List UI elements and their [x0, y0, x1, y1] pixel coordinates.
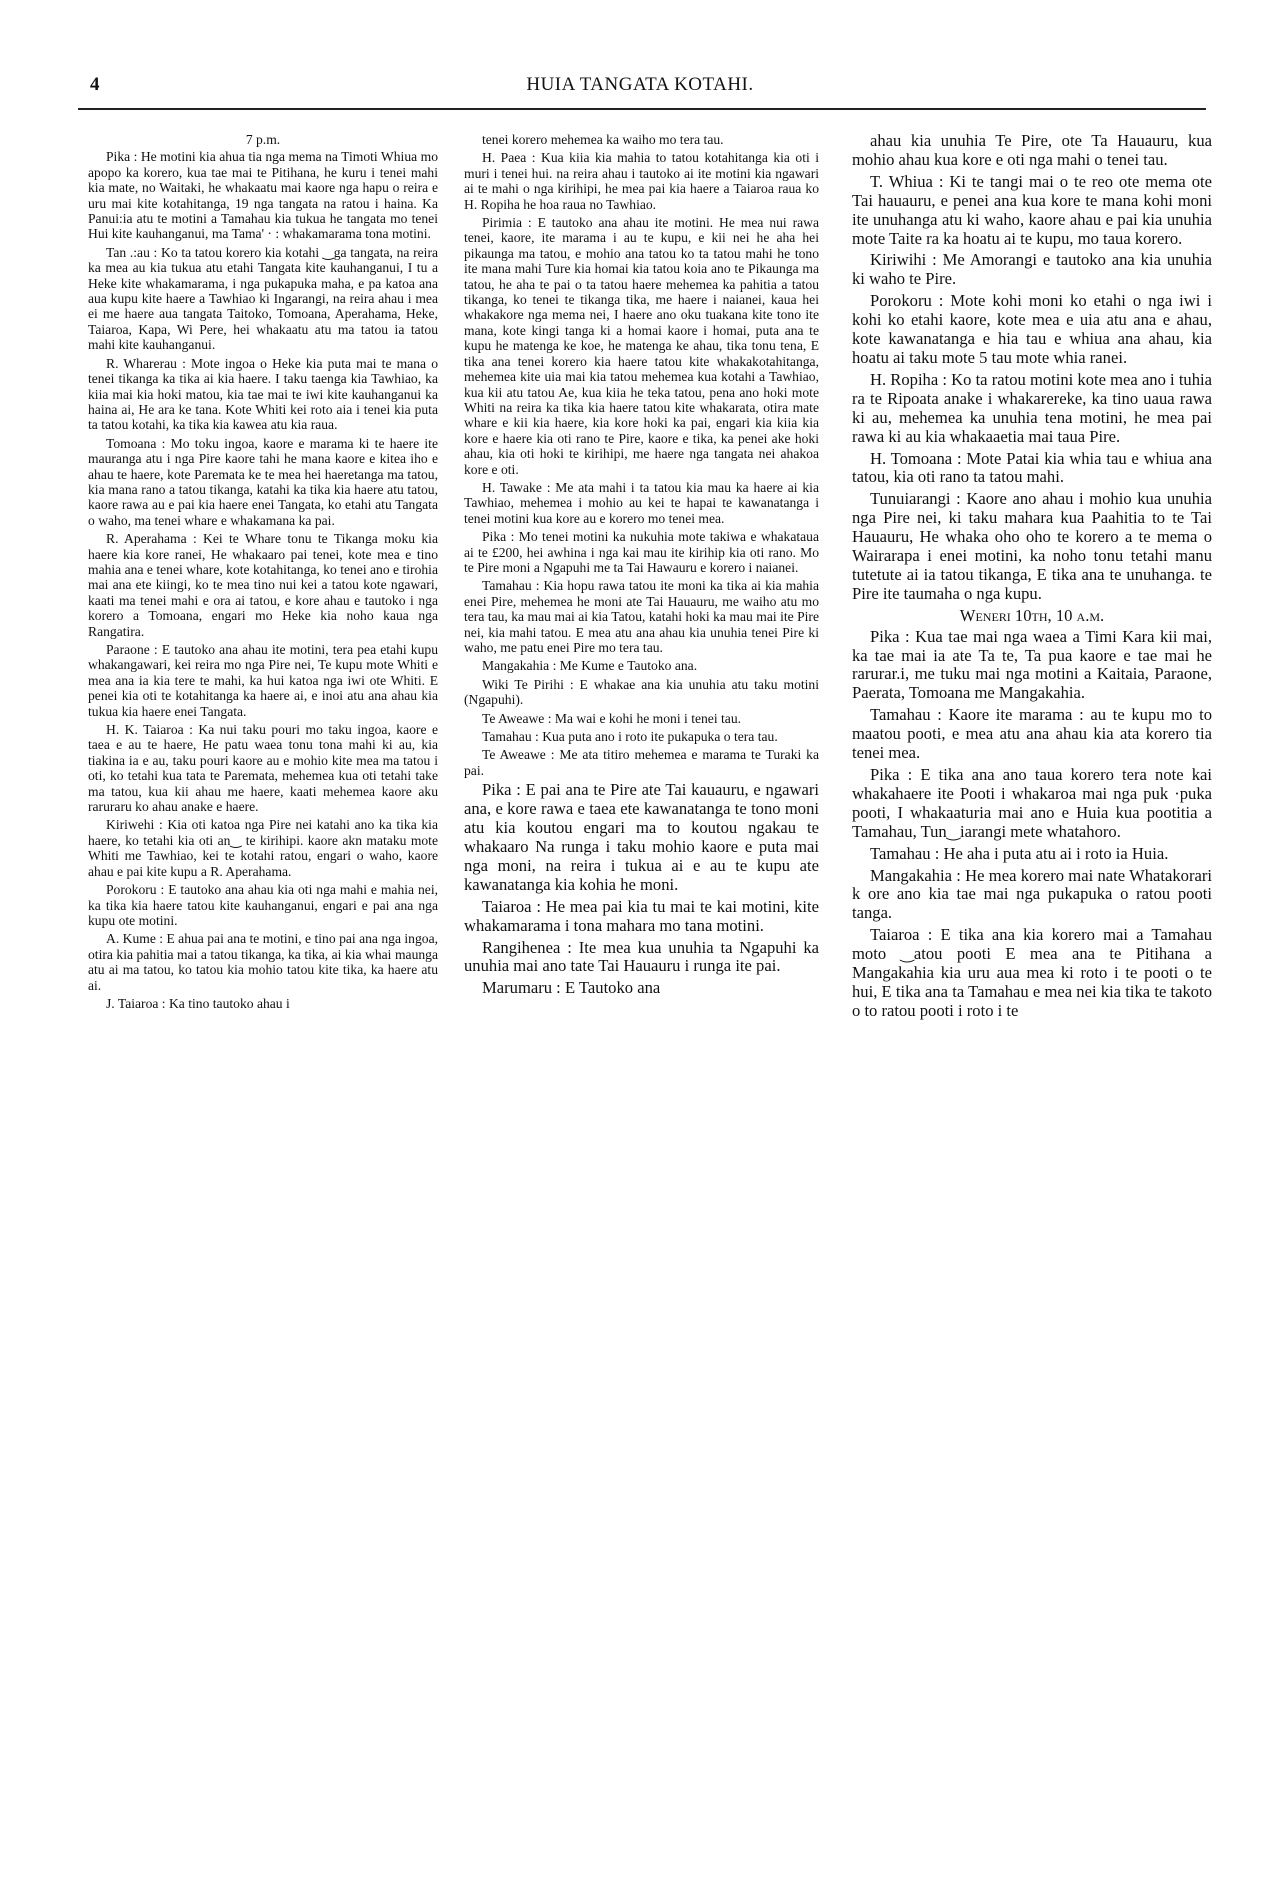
column-1 — [88, 132, 438, 1881]
paragraph: Kiriwehi : Kia oti katoa nga Pire nei katahi ano ka tika kia haere, ko tetahi kia oti an‿ te kirihipi. kaore akn mataku mote Whiti me Tawhiao, kei te kotahi ratou, engari o waho, kaore ahau e pai kite kupu a R. Aperahama. — [88, 817, 438, 879]
paragraph: J. Taiaroa : Ka tino tautoko ahau i — [106, 995, 290, 1011]
paragraph: Pika : Mo tenei motini ka nukuhia mote takiwa e whakataua ai te £200, hei awhina i nga kai mau ite kirihip kia oti rano. Mo te Pire moni a Ngapuhi me ta Tai Hawauru e korero i naianei. — [464, 529, 819, 575]
paragraph: Marumaru : E Tautoko ana — [482, 978, 661, 998]
column-3 — [852, 132, 1212, 1881]
paragraph: H. Paea : Kua kiia kia mahia to tatou kotahitanga kia oti i muri i tenei hui. na reira ahau i tautoko ai ite motini kia ngawari ai te mahi o nga kirihipi, he mea pai kia haere a Taiaroa raua ko H. Ropiha he hoa raua no Tawhiao. — [464, 150, 819, 212]
paragraph: H. Ropiha : Ko ta ratou motini kote mea ano i tuhia ra te Ripoata anake i whakarereke, ka tino uaua rawa ki au, mehemea ka unuhia tena motini, he mea pai rawa ki au kia whakaaetia mai taua Pire. — [852, 369, 1212, 446]
paragraph: A. Kume : E ahua pai ana te motini, e tino pai ana nga ingoa, otira kia pahitia mai a tatou tikanga, ka tika, ai kia whai maunga atu ai ma tatou, ko tatou kia mohio tatou kite tika, ka haere atu ai. — [88, 931, 438, 993]
paragraph: Taiaroa : He mea pai kia tu mai te kai motini, kite whakamarama i tona mahara mo tana motini. — [464, 896, 819, 935]
paragraph: ahau kia unuhia Te Pire, ote Ta Hauauru, kua mohio ahau kua kore e oti nga mahi o tenei tau. — [852, 132, 1212, 169]
paragraph: Rangihenea : Ite mea kua unuhia ta Ngapuhi ka unuhia mai ano tate Tai Hauauru i runga ite pai. — [464, 937, 819, 976]
time-heading: 7 p.m. — [245, 132, 281, 147]
paragraph: Tomoana : Mo toku ingoa, kaore e marama ki te haere ite mauranga atu i nga Pire kaore tahi he mana kaore e kitea iho e ahau te haere, kote Paremata ke te mea hei haeretanga ma tatou, kia mana rano a tatou tikanga, katahi ka tika kia haere atu tatou, kaore rawa au e pai kia haere enei Tangata, ko etahi atu Tangata o waho, ma tenei whare e whakamana ka pai. — [88, 435, 438, 528]
masthead-title: HUIA TANGATA KOTAHI. — [526, 74, 754, 95]
paragraph: Te Aweawe : Me ata titiro mehemea e marama te Turaki ka pai. — [464, 747, 819, 778]
paragraph: Porokoru : E tautoko ana ahau kia oti nga mahi e mahia nei, ka tika kia haere tatou kite kauhanganui, engari e pai ana nga kupu ote motini. — [88, 882, 438, 928]
paragraph: Tamahau : Kua puta ano i roto ite pukapuka o tera tau. — [482, 729, 778, 745]
paragraph: Pika : Kua tae mai nga waea a Timi Kara kii mai, ka tae mai ia ate Ta te, Ta pua kaore e tae mai he rarurar.i, me tuku mai nga motini a Kaitaia, Paraone, Paerata, Tomoana me Mangakahia. — [852, 626, 1212, 703]
paragraph: tenei korero mehemea ka waiho mo tera tau. — [482, 132, 724, 147]
paragraph: Tunuiarangi : Kaore ano ahau i mohio kua unuhia nga Pire nei, ki taku mahara kua Paahitia to te Tai Hauauru, He whaka oho oho te korero a te mema o Wairarapa i enei motini, ka noho tonu tetahi manu tutetute ai ia tatou tikanga, E tika ana te unuhanga. te Pire ite taumaha o nga kupu. — [852, 489, 1212, 603]
column-2 — [464, 132, 819, 1881]
paragraph: Pirimia : E tautoko ana ahau ite motini. He mea nui rawa tenei, kaore, ite marama i au te kupu, e kii nei he aha hei pikaunga ma tatou, e mohio ana tatou ko ta tatou mahi he tono ite mana mahi Ture kia homai kia tatou koia ano te Pikaunga ma tatou, he aha te pai o ta tatou haere mehemea ka pahitia a tatou tikanga, ko tenei te tikanga tika, me haere i naianei, kaua hei whakakore nga mema nei, I haere ano oku tuakana kite tono ite mana, kote kingi tanga ki a homai kaore i homai, puta ana te kupu he matenga ke koe, he matenga ke ahau, tika tonu tena, E tika ana tenei korero kia haere tatou kite whakakotahitanga, mehemea kite uia mai kia tatou mehemea kua kotahi a Tawhiao, kua kii atu tatou Ae, kua kiia he teka tatou, pena ano hoki mote Whiti na reira ka tika kia haere tatou kite whakarata, otira mate whare e kii kia haere, kia kore hoki ka pai, engari kia kiia kia kore e haere kia oti rano te Pire, kaore e tika, ka penei ake hoki ahau, kia oti hoki te kirihipi, me haere nga tangata nei ahakoa kore e oti. — [464, 215, 819, 477]
paragraph: Taiaroa : E tika ana kia korero mai a Tamahau moto ‿atou pooti E mea ana te Pitihana a Mangakahia kia uru aua mea ki roto i te pooti o te hui, E tika ana ta Tamahau e mea nei kia tika te takoto o to ratou pooti i roto i te — [852, 925, 1212, 1020]
paragraph: R. Aperahama : Kei te Whare tonu te Tikanga moku kia haere kia kore ranei, He whakaaro pai tenei, kote mea e tino mahia ana e tenei whare, kote kotahitanga, ko tenei ano e tirohia mai ana ete kiingi, ko te mea tino nui kei a tatou kote ngawari, kaati ma tenei mahi e ora ai tatou, e kore ahau e tautoko i nga korero a Tomoana, engari mo Heke kia noho kaua nga Rangatira. — [88, 531, 438, 639]
paragraph: Mangakahia : He mea korero mai nate Whatakorari k ore ano kia tae mai nga pukapuka o ratou pooti tanga. — [852, 865, 1212, 923]
paragraph: H. Tomoana : Mote Patai kia whia tau e whiua ana tatou, kia oti rano ta tatou mahi. — [852, 448, 1212, 487]
paragraph: Tan .:au : Ko ta tatou korero kia kotahi ‿ga tangata, na reira ka mea au kia tukua atu etahi Tangata kite kauhanganui, I tu a Heke kite whakamarama, i nga pukapuka maha, e pa katoa ana aua kupu kite haere a Tawhiao ki Ingarangi, na reira ahau i mea ei me haere aua tangata Taitoko, Tomoana, Aperahama, Heke, Taiaroa, Kapa, Wi Pere, hei whakaatu atu ma tatou ia tatou mahi kite kauhanganui. — [88, 244, 438, 353]
paragraph: Tamahau : He aha i puta atu ai i roto ia Huia. — [870, 843, 1169, 863]
paragraph: Pika : He motini kia ahua tia nga mema na Timoti Whiua mo apopo ka korero, kua tae mai te Pitihana, he kuru i tenei mahi kia mate, no Waitaki, he whakaatu mai kaore nga hapu o reira e uru mai kite kotahitanga, 19 nga tangata na ratou i haina. Ka Panui:ia atu te motini a Tamahau kia tukua he tangata mo tenei Hui kite kauhanganui, ma Tama' · : whakamarama tona motini. — [88, 149, 438, 242]
paragraph: Paraone : E tautoko ana ahau ite motini, tera pea etahi kupu whakangawari, kei reira mo nga Pire nei, Te kupu mote Whiti e mea ana ia kia tere te mahi, ka hui katoa nga iwi ote Whiti. E penei kia oti te kotahitanga ka haere ai, e inoi atu ana ahau kia tukua kia haere enei Tangata. — [88, 642, 438, 719]
paragraph: Pika : E tika ana ano taua korero tera note kai whakahaere ite Pooti i whakaroa mai nga puk ·puka pooti, I whakaaturia mai ano e Huia kua pootitia a Tamahau, Tun‿iarangi mete whatahoro. — [852, 765, 1212, 841]
paragraph: Tamahau : Kaore ite marama : au te kupu mo to maatou pooti, e mea atu ana ahau kia ata korero tia tenei mea. — [852, 705, 1212, 763]
paragraph: Tamahau : Kia hopu rawa tatou ite moni ka tika ai kia mahia enei Pire, mehemea he moni ate Tai Hauauru, me waiho atu mo tera tau, ka mau mai ai kia Tatou, katahi hoki ka mau mai ite Pire nei, kia mahi tatou. E mea atu ana ahau kia unuhia tenei Pire ki waho, me patu enei Pire mo tera tau. — [464, 578, 819, 655]
header-rule — [78, 108, 1206, 110]
paragraph: Porokoru : Mote kohi moni ko etahi o nga iwi i kohi ko etahi kaore, kote mea e uia atu ana e ahau, kote kawanatanga e hia tau e whiua ana ahau, kia hoatu ai taku mote 5 tau mote whia ranei. — [852, 291, 1212, 367]
paragraph: H. K. Taiaroa : Ka nui taku pouri mo taku ingoa, kaore e taea e au te haere, He patu waea tonu tona mahi ki au, kia tiakina ia e au, taku pouri kaore au e mohio kite mea ma tatou i oti, ko tetahi kua tata te Paremata, mehemea kua oti tetahi take ma tatou, kua kii ahau me haere, kaati mehemea kaore aku raruraru ko ahau anake e haere. — [88, 722, 438, 815]
date-heading: Weneri 10th, 10 a.m. — [959, 605, 1105, 625]
paragraph: Pika : E pai ana te Pire ate Tai kauauru, e ngawari ana, e kore rawa e taea ete kawanatanga te tono moni atu kia koutou engari ma to koutou ngakau te whakaaro Na runga i taku mohio kaore e puta mai nga moni, na reira i tukua ai e au te kupu ate kawanatanga kia kohia he moni. — [464, 780, 819, 894]
paragraph: R. Wharerau : Mote ingoa o Heke kia puta mai te mana o tenei tikanga ka tika ai kia haere. I taku taenga kia Tawhiao, ka kiia mai kia hoki matou, kia tae mai te iwi kite kauhanganui ka haina ai, He ara ke tana. Kote Whiti kei roto aia i tenei kia puta ta tatou kotahi, ka tika kia kawea atu kia raua. — [88, 355, 438, 433]
paragraph: T. Whiua : Ki te tangi mai o te reo ote mema ote Tai hauauru, e penei ana kua kore te mana kohi moni ite unuhanga atu ki waho, kaore ahau e pai kia unuhia mote Taite ra ka hoatu ai te kupu, mo taua korero. — [852, 171, 1212, 248]
page-number: 4 — [90, 74, 100, 95]
paragraph: Kiriwihi : Me Amorangi e tautoko ana kia unuhia ki waho te Pire. — [852, 250, 1212, 289]
paragraph: Wiki Te Pirihi : E whakae ana kia unuhia atu taku motini (Ngapuhi). — [464, 676, 819, 708]
paragraph: H. Tawake : Me ata mahi i ta tatou kia mau ka haere ai kia Tawhiao, mehemea i mohio au kei te hapai te kawanatanga i tenei motini kua kore au e korero mo tenei mea. — [464, 479, 819, 526]
paragraph: Te Aweawe : Ma wai e kohi he moni i tenei tau. — [482, 710, 742, 726]
paragraph: Mangakahia : Me Kume e Tautoko ana. — [482, 658, 698, 674]
